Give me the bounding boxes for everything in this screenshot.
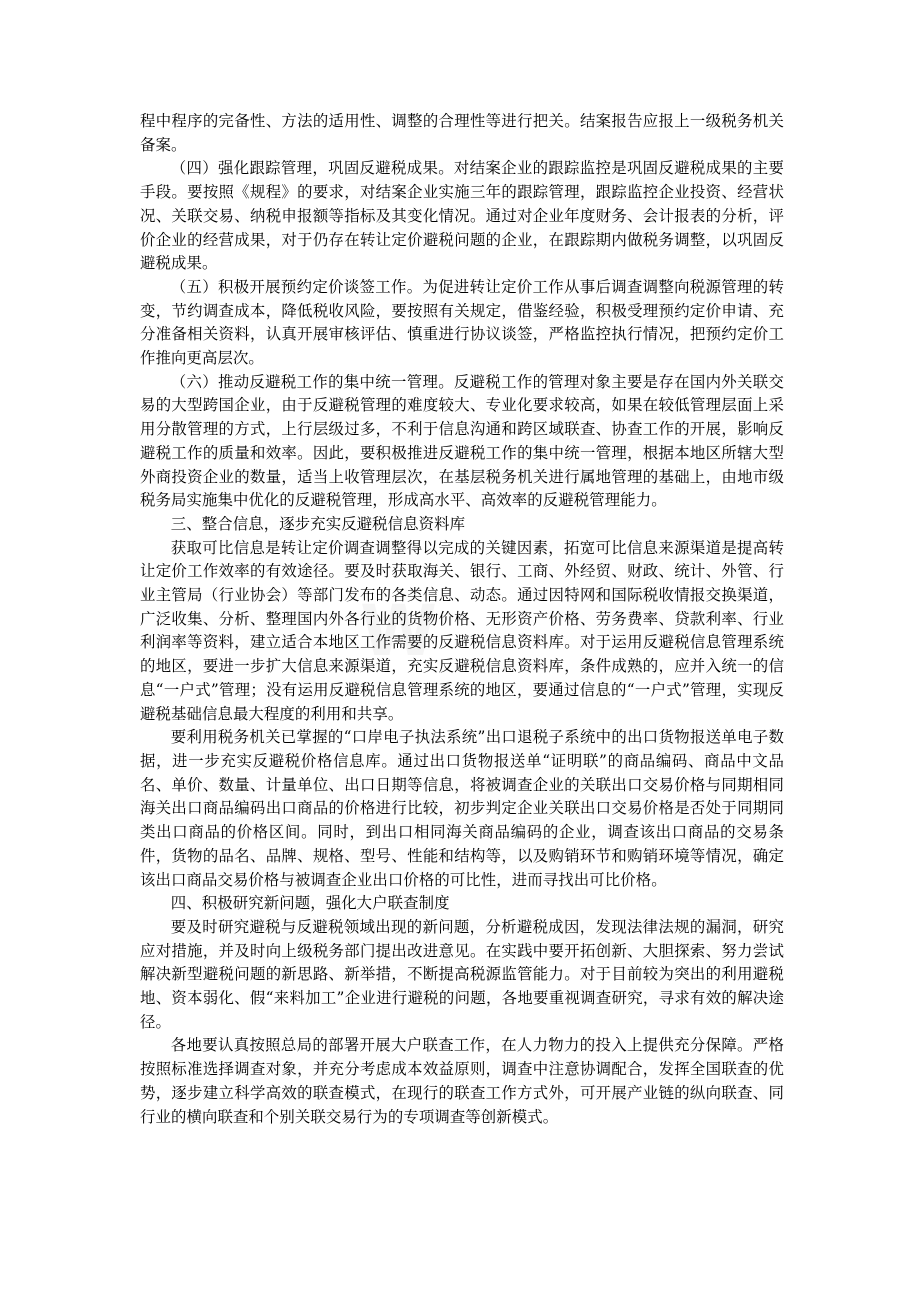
paragraph-tracking-management: （四）强化跟踪管理，巩固反避税成果。对结案企业的跟踪监控是巩固反避税成果的主要手段。要按照《规程》的要求，对结案企业实施三年的跟踪管理，跟踪监控企业投资、经营状况、关联交易、纳税申报额等指标及其变化情况。通过对企业年度财务、会计报表的分析，评价企业的经营成果，对于仍存在转让定价避税问题的企业，在跟踪期内做税务调整，以巩固反避税成果。 [140,159,784,273]
paragraph-export-data: 要利用税务机关已掌握的“口岸电子执法系统”出口退税子系统中的出口货物报送单电子数据，进一步充实反避税价格信息库。通过出口货物报送单“证明联”的商品编码、商品中文品名、单价、数量、计量单位、出口日期等信息，将被调查企业的关联出口交易价格与同期相同海关出口商品编码出口商品的价格进行比较，初步判定企业关联出口交易价格是否处于同期同类出口商品的价格区间。同时，到出口相同海关商品编码的企业，调查该出口商品的交易条件，货物的品名、品牌、规格、型号、性能和结构等，以及购销环节和购销环境等情况，确定该出口商品交易价格与被调查企业出口价格的可比性，进而寻找出可比价格。 [140,728,784,889]
paragraph-centralized-management: （六）推动反避税工作的集中统一管理。反避税工作的管理对象主要是存在国内外关联交易的大型跨国企业，由于反避税管理的难度较大、专业化要求较高，如果在较低管理层面上采用分散管理的方式，上行层级过多，不利于信息沟通和跨区域联查、协查工作的开展，影响反避税工作的质量和效率。因此，要积极推进反避税工作的集中统一管理，根据本地区所辖大型外商投资企业的数量，适当上收管理层次，在基层税务机关进行属地管理的基础上，由地市级税务局实施集中优化的反避税管理，形成高水平、高效率的反避税管理能力。 [140,372,784,510]
paragraph-comparable-information: 获取可比信息是转让定价调查调整得以完成的关键因素，拓宽可比信息来源渠道是提高转让定价工作效率的有效途径。要及时获取海关、银行、工商、外经贸、财政、统计、外管、行业主管局（行业协会）等部门发布的各类信息、动态。通过因特网和国际税收情报交换渠道，广泛收集、分析、整理国内外各行业的货物价格、无形资产价格、劳务费率、贷款利率、行业利润率等资料，建立适合本地区工作需要的反避税信息资料库。对于运用反避税信息管理系统的地区，要进一步扩大信息来源渠道，充实反避税信息资料库，条件成熟的，应并入统一的信息“一户式”管理；没有运用反避税信息管理系统的地区，要通过信息的“一户式”管理，实现反避税基础信息最大程度的利用和共享。 [140,538,784,723]
paragraph-new-problems: 要及时研究避税与反避税领域出现的新问题，分析避税成因，发现法律法规的漏洞，研究应对措施，并及时向上级税务部门提出改进意见。在实践中要开拓创新、大胆探索、努力尝试解决新型避税问题的新思路、新举措，不断提高税源监管能力。对于目前较为突出的利用避税地、资本弱化、假“来料加工”企业进行避税的问题，各地要重视调查研究，寻求有效的解决途径。 [140,917,784,1031]
paragraph-advance-pricing: （五）积极开展预约定价谈签工作。为促进转让定价工作从事后调查调整向税源管理的转变，节约调查成本，降低税收风险，要按照有关规定，借鉴经验，积极受理预约定价申请、充分准备相关资料，认真开展审核评估、慎重进行协议谈签，严格监控执行情况，把预约定价工作推向更高层次。 [140,277,784,368]
document-page [140,110,784,1129]
section-heading-four: 四、积极研究新问题，强化大户联查制度 [170,894,450,913]
paragraph-joint-investigation: 各地要认真按照总局的部署开展大户联查工作，在人力物力的投入上提供充分保障。严格按照标准选择调查对象，并充分考虑成本效益原则，调查中注意协调配合，发挥全国联查的优势，逐步建立科学高效的联查模式，在现行的联查工作方式外，可开展产业链的纵向联查、同行业的横向联查和个别关联交易行为的专项调查等创新模式。 [140,1036,784,1126]
section-heading-three: 三、整合信息，逐步充实反避税信息资料库 [170,514,466,533]
paragraph-continuation: 程中程序的完备性、方法的适用性、调整的合理性等进行把关。结案报告应报上一级税务机关备案。 [140,112,784,154]
